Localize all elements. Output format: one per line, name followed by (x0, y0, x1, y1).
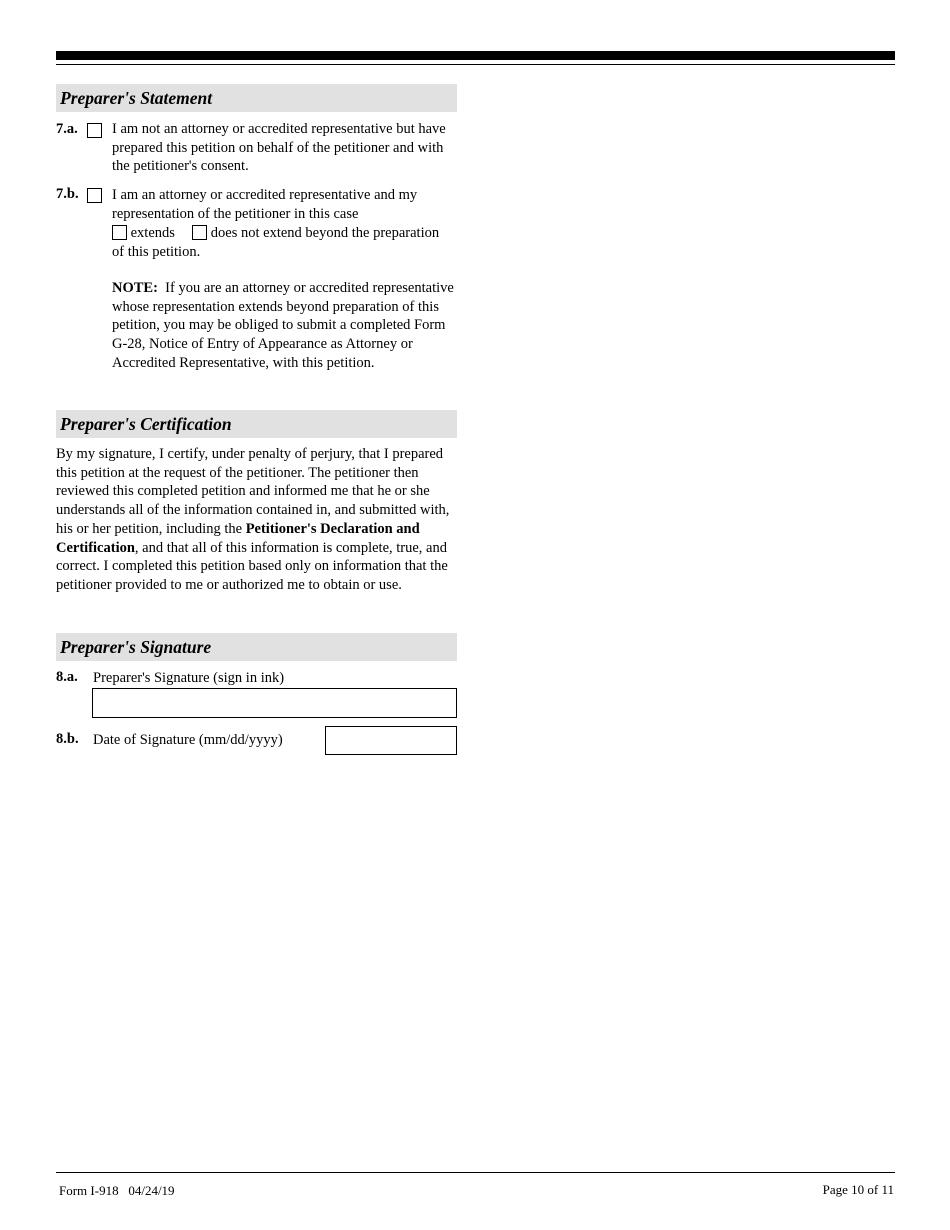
footer-rule (56, 1172, 895, 1173)
note-label: NOTE: (112, 280, 158, 296)
section-heading-preparers-statement: Preparer's Statement (56, 84, 457, 112)
certification-text-after: , and that all of this information is complete, true, and correct. I completed this petition based only on information that the petitioner provided to me or authorized me to obtain or use. (56, 539, 448, 593)
header-rule-thin (56, 64, 895, 65)
checkbox-7b-does-not-extend[interactable] (192, 225, 207, 240)
checkbox-7a-not-attorney[interactable] (87, 123, 102, 138)
item-number-8b: 8.b. (56, 731, 79, 747)
item-number-7b: 7.b. (56, 186, 79, 202)
item-7b-text (112, 186, 462, 262)
date-of-signature-label: Date of Signature (mm/dd/yyyy) (93, 732, 283, 748)
date-of-signature-field[interactable] (325, 726, 457, 755)
item-number-8a: 8.a. (56, 669, 78, 685)
item-7b-line2: representation of the petitioner in this case (112, 205, 359, 222)
item-7b-line4: of this petition. (112, 244, 201, 261)
preparer-signature-field[interactable] (92, 688, 457, 718)
item-number-7a: 7.a. (56, 121, 78, 137)
certification-bold-phrase: Petitioner's Declaration and Certification (56, 520, 420, 556)
footer-form-id: Form I-918 04/24/19 (59, 1183, 175, 1198)
section-heading-preparers-signature: Preparer's Signature (56, 633, 457, 661)
certification-paragraph (56, 445, 457, 595)
note-paragraph (112, 279, 457, 373)
item-7b-line1: I am an attorney or accredited representative and my (112, 187, 418, 203)
section-heading-preparers-certification: Preparer's Certification (56, 410, 457, 438)
item-7b-options (112, 224, 462, 243)
certification-text-before: By my signature, I certify, under penalty of perjury, that I prepared this petition at the request of the petitioner. The petitioner then reviewed this completed petition and informed me that he or she understands all of the information contained in, and submitted with, his or her petition, including the (56, 446, 450, 537)
footer-page-number: Page 10 of 11 (822, 1182, 894, 1197)
option-does-not-extend-label: does not extend beyond the preparation (210, 225, 440, 242)
checkbox-7b-extends[interactable] (112, 225, 127, 240)
header-rule-thick (56, 51, 895, 60)
note-text: If you are an attorney or accredited representative whose representation extends beyond preparation of this petition, you may be obliged to submit a completed Form G-28, Notice of Entry of Appearance as Attorney or Accredited Representative, with this petition. (112, 280, 454, 371)
signature-label: Preparer's Signature (sign in ink) (93, 670, 285, 686)
checkbox-7b-attorney[interactable] (87, 188, 102, 203)
option-extends-label: extends (130, 225, 175, 242)
item-7a-text: I am not an attorney or accredited representative but have prepared this petition on behalf of the petitioner and with the petitioner's consent. (112, 121, 446, 175)
